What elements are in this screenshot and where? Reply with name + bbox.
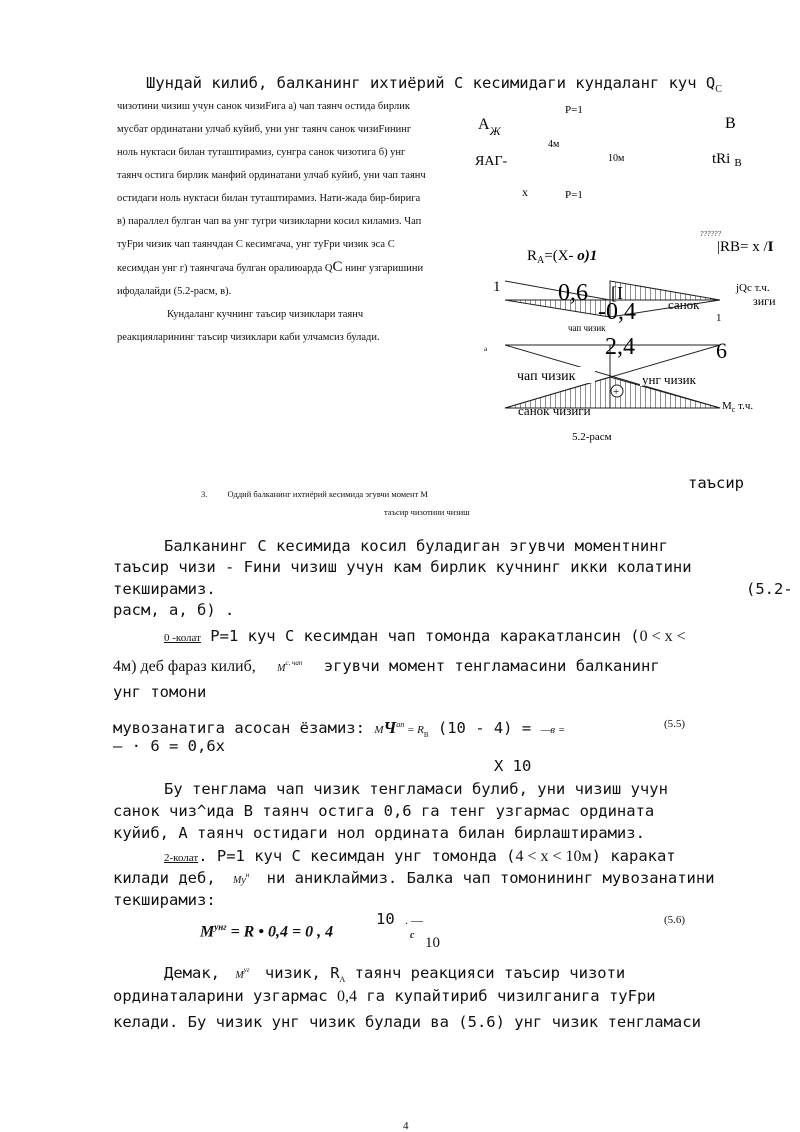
body-p2-line3: куйиб, А таянч остидаги нол ордината билан бирлаштирамиз.	[113, 824, 645, 842]
ung-chizik-label: унг чизик	[642, 372, 696, 387]
left-line: остидаги ноль нуктаси билан туташтирамиз. Нати-жада бир-бирига	[117, 193, 421, 204]
body-p2-line2: санок чиз^ида В таянч остига 0,6 га тенг узгармас ордината	[113, 802, 655, 820]
val-0-4: -0,4	[598, 299, 636, 325]
left-line: ифодалайди (5.2-расм, в).	[117, 286, 232, 297]
p1-bottom-label: P=1	[565, 189, 583, 201]
intro-subscript: C	[715, 84, 722, 96]
case1-inequality: 0 < х <	[639, 628, 686, 645]
body-p3-line2	[113, 987, 656, 1006]
body-p1-ref: (5.2-	[746, 580, 793, 598]
case1-line1	[164, 627, 686, 646]
p3-line2-end: га купайтириб чизилганига туFри	[366, 987, 656, 1005]
x-label: х	[522, 185, 528, 199]
left-line: чизотини чизиш учун санок чизиFига а) чап таянч остида бирлик	[117, 101, 410, 112]
m-label: $М_с$ т.ч.	[722, 400, 754, 414]
eq1-m: М	[374, 724, 384, 736]
section-heading-line2: таъсир чизотини чизиш	[384, 507, 470, 517]
rb-equation: |RB= х /I	[717, 239, 774, 255]
p3-mid: чизик, R	[264, 964, 340, 982]
case1-label: 0 -колат	[164, 632, 201, 644]
label-a: $А_Ж$	[478, 116, 501, 138]
left-line: в) параллел булган чап ва унг тугри чизикларни косил киламиз. Чап	[117, 216, 422, 227]
jqc-label: jQc т.ч.	[736, 282, 770, 294]
body-p3-line3: келади. Бу чизик унг чизик булади ва (5.6) унг чизик тенгламаси	[113, 1013, 701, 1031]
case2-line2-start: килади деб,	[113, 869, 216, 887]
equation-5-5	[113, 718, 565, 739]
case2-label: 2-колат	[164, 852, 199, 864]
case1-moment-sup: с, чап	[285, 658, 303, 667]
p3-msup: уг	[243, 965, 250, 974]
case1-line2-end: эгувчи момент тенгламасини балканинг	[323, 657, 660, 675]
eq2-tail: = R • 0,4 = 0 , 4	[226, 923, 334, 941]
val-0-6: 0,6	[558, 280, 588, 306]
eq1-sup: ап	[396, 719, 405, 729]
label-tri: tRi $_В$	[712, 151, 742, 169]
eq2-m: M	[200, 923, 215, 941]
body-p1-line3: текширамиз.	[113, 580, 216, 598]
case1-line2-start: 4м) деб фараз килиб,	[113, 658, 256, 675]
p3-m: М	[235, 970, 244, 981]
eq2-c: с	[410, 930, 415, 941]
eq2-dash: . —	[405, 913, 423, 927]
figure-5-2	[470, 95, 800, 450]
figure-caption: 5.2-расм	[572, 431, 612, 443]
eq1-prefix: мувозанатига асосан ёзамиз:	[113, 719, 365, 737]
case1-line2	[113, 657, 660, 676]
eq1-mid: = R	[404, 724, 424, 736]
body-p1-line4: расм, а, б) .	[113, 601, 235, 619]
body-p2-line1: Бу тенглама чап чизик тенгламаси булиб, уни чизиш учун	[164, 780, 668, 798]
sanok-chizigi: санок чизиги	[518, 403, 591, 418]
eq2-sup: унг	[214, 922, 227, 932]
len-4m: 4м	[548, 139, 560, 150]
eq1-number: (5.5)	[664, 718, 686, 730]
question-marks: ??????	[700, 230, 721, 238]
p3-line2-start: ординаталарини узгармас	[113, 987, 328, 1005]
sanok-right: санок	[668, 297, 700, 312]
plus-sign: +	[613, 386, 620, 398]
val-6: 6	[716, 338, 727, 363]
left-para2-line2: реакцияларининг таъсир чизиклари каби улчамсиз булади.	[117, 332, 380, 343]
len-10m: 10м	[608, 153, 625, 164]
left-line: туFри чизик чап таянчдан С кесимгача, унг туFри чизик эса С	[117, 239, 395, 250]
eq2-10-bottom: 10	[425, 935, 440, 951]
val-2-4: 2,4	[605, 334, 635, 360]
heading-number: 3.	[201, 489, 208, 499]
left-line	[117, 256, 426, 280]
eq1-bold: Ч	[383, 718, 397, 737]
label-b: В	[725, 115, 736, 132]
intro-text: Шундай килиб, балканинг ихтиёрий С кесимидаги кундаланг куч Q	[146, 74, 716, 92]
tasir-word: таъсир	[688, 474, 744, 492]
body-p1-line2: таъсир чизи - Fини чизиш учун кам бирлик кучнинг икки колатини	[113, 558, 692, 576]
q-hatch-right	[610, 281, 720, 300]
eq1-x10: Х 10	[494, 757, 532, 775]
eq1-sub: B	[423, 731, 429, 740]
case2-text: . Р=1 куч С кесимдан унг томонда (	[198, 847, 516, 865]
body-p3-line1	[164, 964, 625, 984]
eq1-italic: —в =	[540, 724, 566, 736]
eq2-number: (5.6)	[664, 914, 686, 926]
bracket-mark: [I	[611, 283, 623, 303]
p3-start: Демак,	[164, 964, 220, 982]
case1-text: Р=1 куч С кесимдан чап томонда каракатлансин (	[200, 627, 640, 645]
case2-text-end: ) каракат	[591, 847, 676, 865]
heading-text: Оддий балканинг ихтиёрий кесимида эгувчи момент М	[227, 489, 428, 499]
chap-chizik-small: чап чизик	[568, 323, 606, 333]
left-para2-line1: Кундаланг кучнинг таъсир чизиклари таянч	[167, 309, 364, 320]
left-line: мусбат ординатани улчаб куйиб, уни унг таянч санок чизиFининг	[117, 124, 412, 135]
case2-moment-sup: н	[245, 870, 250, 879]
equation-5-6	[200, 922, 333, 941]
zigi-label: зиги	[753, 294, 776, 308]
intro-line	[146, 74, 722, 95]
left-line: ноль нуктаси билан туташтирамиз, сунгра санок чизотига б) унг	[117, 147, 406, 158]
case2-moment-symbol: Му	[233, 875, 246, 886]
case1-line3: унг томони	[113, 683, 207, 701]
case2-line2	[113, 869, 715, 887]
case2-line3: текширамиз:	[113, 891, 216, 909]
eq2-10-top: 10	[376, 910, 395, 928]
left-line-8-tail: нинг узгаришини	[342, 263, 424, 274]
case1-moment-symbol: M	[277, 663, 286, 674]
eq1-line2: — · 6 = 0,6х	[113, 737, 225, 755]
p3-end: таянч реакцияси таъсир чизоти	[345, 964, 626, 982]
left-line: таянч остига бирлик манфий ординатани улчаб куйиб, уни чап таянч	[117, 170, 426, 181]
case2-inequality: 4 < х < 10м	[515, 848, 592, 865]
chap-chizik-label: чап чизик	[517, 369, 576, 384]
one-right: 1	[716, 312, 722, 324]
left-column	[117, 95, 426, 349]
left-line-8-text: кесимдан унг г) таянчгача булган оралиюарда Q	[117, 263, 333, 274]
p1-top-label: P=1	[565, 104, 583, 116]
ra-equation: $R_A=(X-$ о)1	[527, 248, 598, 266]
section-heading	[201, 489, 428, 499]
left-line-8-big: С	[332, 259, 343, 275]
small-a: а	[484, 345, 488, 353]
body-p1-line1: Балканинг С кесимида косил буладиган эгувчи моментнинг	[164, 537, 668, 555]
case2-line2-end: ни аниклаймиз. Балка чап томонининг мувозанатини	[266, 869, 715, 887]
label-yag: ЯАГ-	[475, 154, 508, 169]
p3-line2-num: 0,4	[336, 988, 357, 1005]
case2-line1	[164, 847, 676, 866]
p3-sub: A	[339, 975, 346, 985]
one-left: 1	[493, 279, 501, 295]
eq1-tail: (10 - 4) =	[428, 719, 541, 737]
page-number: 4	[403, 1120, 409, 1132]
